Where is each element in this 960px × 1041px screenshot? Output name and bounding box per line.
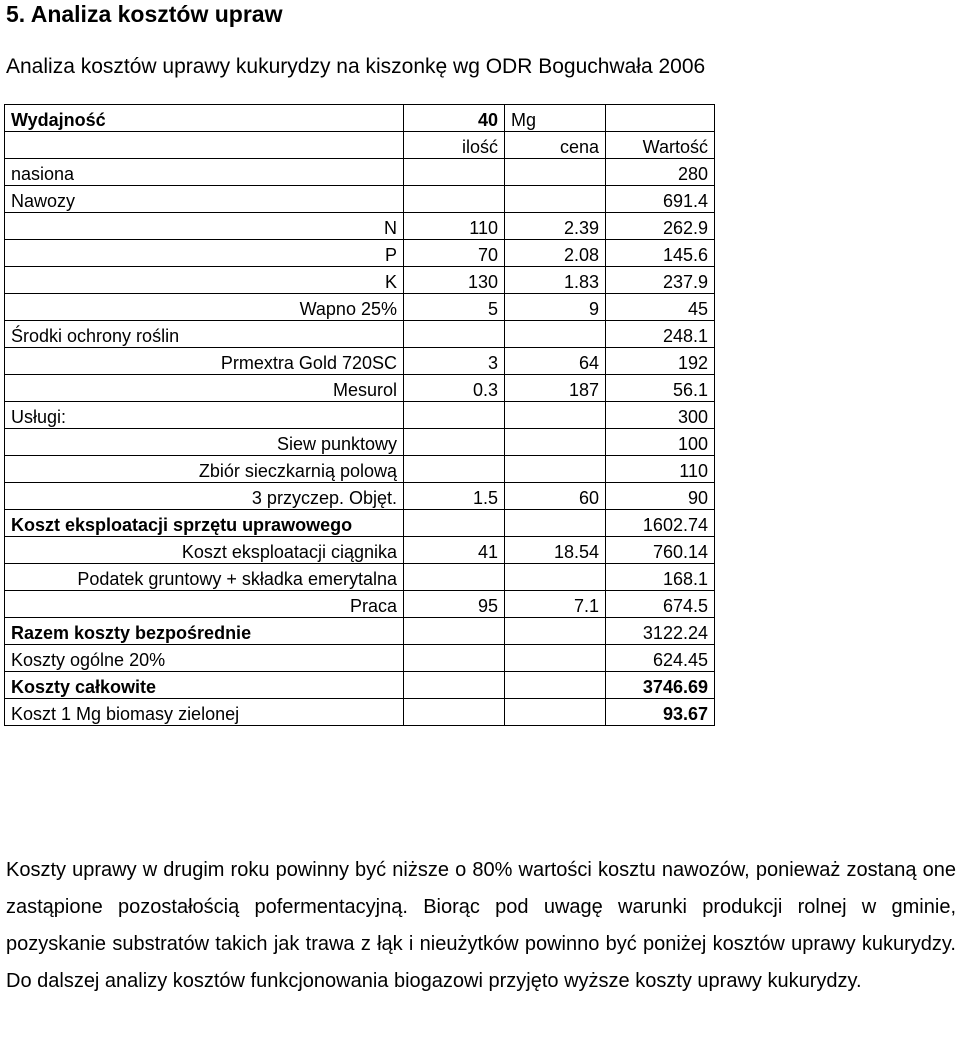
table-row <box>5 105 715 132</box>
row-qty <box>404 699 505 726</box>
row-value: 691.4 <box>606 186 715 213</box>
row-label: nasiona <box>5 159 404 186</box>
row-price: 2.08 <box>505 240 606 267</box>
row-price <box>505 510 606 537</box>
row-value: 168.1 <box>606 564 715 591</box>
row-price <box>505 564 606 591</box>
row-value: 237.9 <box>606 267 715 294</box>
row-value: 300 <box>606 402 715 429</box>
table-header-row <box>5 132 715 159</box>
row-label: Prmextra Gold 720SC <box>5 348 404 375</box>
table-row <box>5 699 715 726</box>
row-label: Wapno 25% <box>5 294 404 321</box>
column-header-value: Wartość <box>606 132 715 159</box>
row-price: 7.1 <box>505 591 606 618</box>
yield-label: Wydajność <box>5 105 404 132</box>
row-label: Zbiór sieczkarnią polową <box>5 456 404 483</box>
row-label: Koszty ogólne 20% <box>5 645 404 672</box>
row-value: 145.6 <box>606 240 715 267</box>
row-price <box>505 456 606 483</box>
row-qty: 130 <box>404 267 505 294</box>
table-row <box>5 402 715 429</box>
table-row <box>5 672 715 699</box>
row-label: Praca <box>5 591 404 618</box>
table-row <box>5 456 715 483</box>
row-price <box>505 402 606 429</box>
row-qty <box>404 159 505 186</box>
paragraph-text: Koszty uprawy w drugim roku powinny być niższe o 80% wartości kosztu nawozów, ponieważ zostaną one zastąpione pozostałością pofermentacyjną. Biorąc pod uwagę warunki produkcji rolnej w gminie, pozyskanie substratów takich jak trawa z łąk i nieużytków powinno być poniżej kosztów uprawy kukurydzy. Do dalszej analizy kosztów funkcjonowania biogazowi przyjęto wyższe koszty uprawy kukurydzy. <box>6 859 956 992</box>
row-price <box>505 645 606 672</box>
row-value: 56.1 <box>606 375 715 402</box>
row-price: 2.39 <box>505 213 606 240</box>
row-price <box>505 159 606 186</box>
row-qty <box>404 186 505 213</box>
table-row <box>5 591 715 618</box>
yield-unit: Mg <box>505 105 606 132</box>
row-qty <box>404 510 505 537</box>
row-qty <box>404 456 505 483</box>
table-row <box>5 294 715 321</box>
row-price <box>505 672 606 699</box>
row-qty: 95 <box>404 591 505 618</box>
row-qty <box>404 321 505 348</box>
row-qty: 41 <box>404 537 505 564</box>
table-row <box>5 429 715 456</box>
row-price <box>505 618 606 645</box>
row-label: N <box>5 213 404 240</box>
row-price: 9 <box>505 294 606 321</box>
table-row <box>5 375 715 402</box>
table-row <box>5 510 715 537</box>
row-price <box>505 186 606 213</box>
row-price: 1.83 <box>505 267 606 294</box>
row-value: 3746.69 <box>606 672 715 699</box>
table-row <box>5 321 715 348</box>
table-row <box>5 483 715 510</box>
row-value: 280 <box>606 159 715 186</box>
row-qty: 3 <box>404 348 505 375</box>
row-qty: 5 <box>404 294 505 321</box>
row-value: 93.67 <box>606 699 715 726</box>
row-qty <box>404 429 505 456</box>
table-row <box>5 645 715 672</box>
row-qty <box>404 402 505 429</box>
row-label: Usługi: <box>5 402 404 429</box>
table-row <box>5 267 715 294</box>
row-price: 187 <box>505 375 606 402</box>
row-label: K <box>5 267 404 294</box>
row-qty: 70 <box>404 240 505 267</box>
section-heading: 5. Analiza kosztów upraw <box>6 1 283 27</box>
row-qty: 1.5 <box>404 483 505 510</box>
table-row <box>5 564 715 591</box>
row-label: Koszt eksploatacji sprzętu uprawowego <box>5 510 404 537</box>
row-value: 674.5 <box>606 591 715 618</box>
row-label: Razem koszty bezpośrednie <box>5 618 404 645</box>
table-row <box>5 240 715 267</box>
row-label: Siew punktowy <box>5 429 404 456</box>
empty-cell <box>606 105 715 132</box>
row-qty <box>404 618 505 645</box>
row-value: 110 <box>606 456 715 483</box>
body-paragraph <box>6 852 956 1000</box>
row-label: Mesurol <box>5 375 404 402</box>
table-caption: Analiza kosztów uprawy kukurydzy na kiszonkę wg ODR Boguchwała 2006 <box>6 55 706 78</box>
row-qty: 0.3 <box>404 375 505 402</box>
row-qty <box>404 672 505 699</box>
row-value: 90 <box>606 483 715 510</box>
column-header-qty: ilość <box>404 132 505 159</box>
row-label: Koszty całkowite <box>5 672 404 699</box>
row-qty: 110 <box>404 213 505 240</box>
table-row <box>5 618 715 645</box>
row-qty <box>404 645 505 672</box>
row-price: 64 <box>505 348 606 375</box>
row-label: Nawozy <box>5 186 404 213</box>
table-row <box>5 213 715 240</box>
row-price <box>505 699 606 726</box>
row-price <box>505 429 606 456</box>
row-label: P <box>5 240 404 267</box>
row-value: 45 <box>606 294 715 321</box>
row-value: 760.14 <box>606 537 715 564</box>
row-label: Podatek gruntowy + składka emerytalna <box>5 564 404 591</box>
empty-cell <box>5 132 404 159</box>
row-value: 3122.24 <box>606 618 715 645</box>
row-label: Środki ochrony roślin <box>5 321 404 348</box>
row-price: 60 <box>505 483 606 510</box>
row-label: Koszt 1 Mg biomasy zielonej <box>5 699 404 726</box>
row-value: 100 <box>606 429 715 456</box>
row-value: 624.45 <box>606 645 715 672</box>
row-qty <box>404 564 505 591</box>
row-price: 18.54 <box>505 537 606 564</box>
row-value: 248.1 <box>606 321 715 348</box>
table-row <box>5 537 715 564</box>
row-value: 262.9 <box>606 213 715 240</box>
yield-value: 40 <box>404 105 505 132</box>
row-value: 1602.74 <box>606 510 715 537</box>
table-row <box>5 348 715 375</box>
table-row <box>5 186 715 213</box>
column-header-price: cena <box>505 132 606 159</box>
table-row <box>5 159 715 186</box>
row-value: 192 <box>606 348 715 375</box>
cost-table <box>4 104 715 726</box>
row-label: 3 przyczep. Objęt. <box>5 483 404 510</box>
row-label: Koszt eksploatacji ciągnika <box>5 537 404 564</box>
row-price <box>505 321 606 348</box>
